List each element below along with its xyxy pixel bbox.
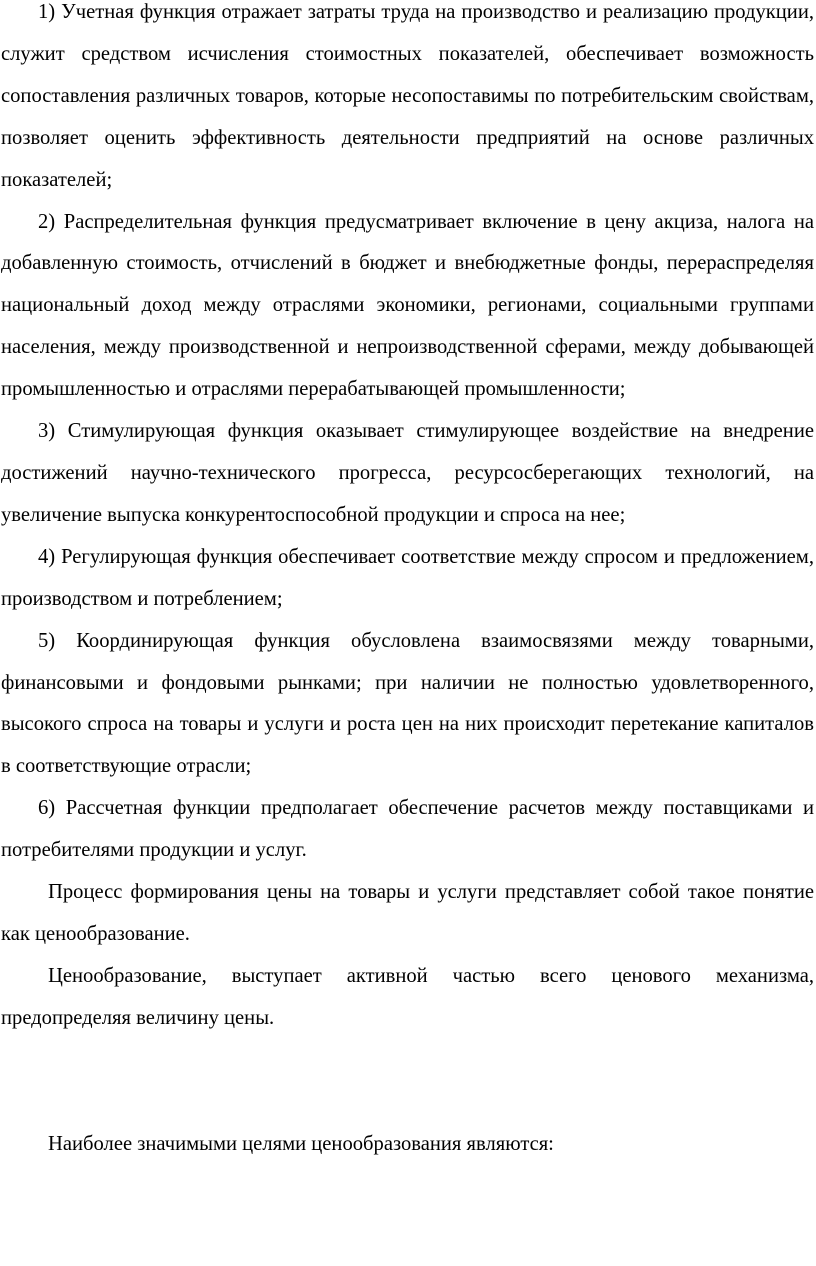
- paragraph-pricing-role: Ценообразование, выступает активной частью всего ценового механизма, предопределяя величину цены.: [1, 964, 814, 1029]
- paragraph-stimulating-function: 3) Стимулирующая функция оказывает стимулирующее воздействие на внедрение достижений научно-технического прогресса, ресурсосберегающих технологий, на увеличение выпуска конкурентоспособной продукции и спроса на нее;: [1, 420, 814, 526]
- paragraph-coordinating-function: 5) Координирующая функция обусловлена взаимосвязями между товарными, финансовыми и фондовыми рынками; при наличии не полностью удовлетворенного, высокого спроса на товары и услуги и роста цен на них происходит перетекание капиталов в соответствующие отрасли;: [1, 629, 814, 778]
- blank-space: [1, 1040, 814, 1124]
- paragraph-settlement-function: 6) Рассчетная функции предполагает обеспечение расчетов между поставщиками и потребителями продукции и услуг.: [1, 797, 814, 862]
- paragraph-accounting-function: 1) Учетная функция отражает затраты труда на производство и реализацию продукции, служит средством исчисления стоимостных показателей, обеспечивает возможность сопоставления различных товаров, которые несопоставимы по потребительским свойствам, позволяет оценить эффективность деятельности предприятий на основе различных показателей;: [1, 1, 814, 191]
- paragraph-regulating-function: 4) Регулирующая функция обеспечивает соответствие между спросом и предложением, производством и потреблением;: [1, 545, 814, 610]
- paragraph-distribution-function: 2) Распределительная функция предусматривает включение в цену акциза, налога на добавленную стоимость, отчислений в бюджет и внебюджетные фонды, перераспределяя национальный доход между отраслями экономики, регионами, социальными группами населения, между производственной и непроизводственной сферами, между добывающей промышленностью и отраслями перерабатывающей промышленности;: [1, 210, 814, 401]
- paragraph-price-formation-process: Процесс формирования цены на товары и услуги представляет собой такое понятие как ценообразование.: [1, 881, 814, 945]
- paragraph-pricing-goals-intro: Наиболее значимыми целями ценообразования являются:: [48, 1132, 554, 1155]
